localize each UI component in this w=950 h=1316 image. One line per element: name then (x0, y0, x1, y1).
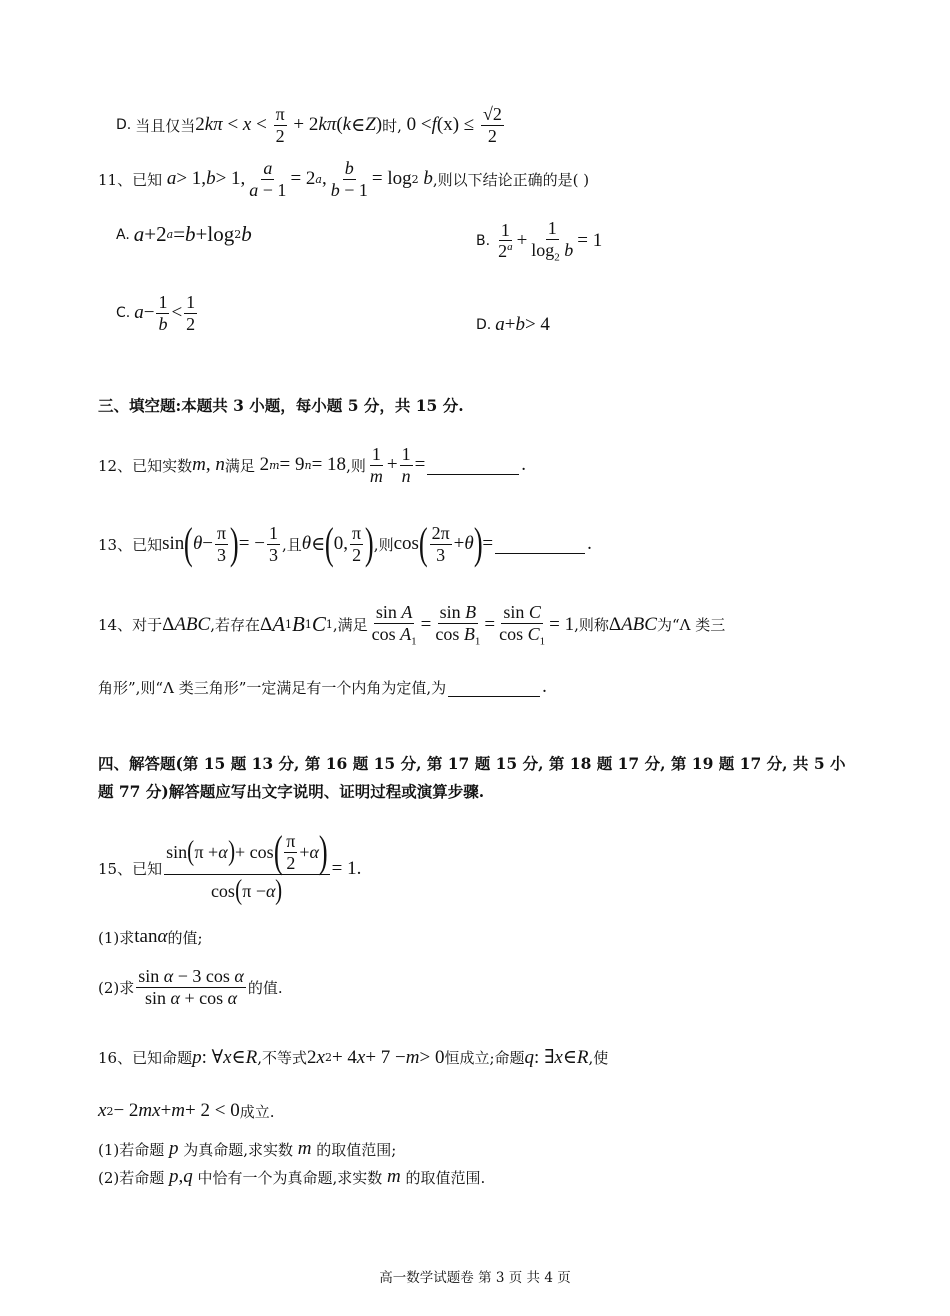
fraction: $\frac{1}{2^a}$ (498, 219, 513, 262)
q16-part1: (1)若命题 p 为真命题,求实数 m 的取值范围; (98, 1138, 397, 1159)
q11-option-d: D. a + b > 4 (476, 314, 550, 335)
q16-line2: x 2 − 2 mx + m + 2 < 0 成立. (98, 1100, 275, 1121)
fraction: $\frac{\text{sin α − 3 cos α}}{\text{sin α + cos α}}$ (138, 966, 244, 1008)
page-footer: 高一数学试题卷 第 3 页 共 4 页 (379, 1270, 571, 1286)
fraction: $\frac{1}{b}$ (158, 292, 168, 334)
fraction: $\frac{\text{sin A}}{\cos A_1}$ (371, 602, 417, 648)
section-heading: 三、填空题:本题共 3 小题，每小题 5 分，共 15 分. (98, 396, 464, 415)
fraction: $\frac{2\pi}{3}$ (431, 522, 450, 565)
fraction: $\frac{1}{2}$ (186, 292, 196, 334)
fraction: $\frac{1}{m}$ (369, 444, 383, 486)
q16-part2: (2)若命题 p , q 中恰有一个为真命题,求实数 m 的取值范围. (98, 1166, 486, 1187)
fraction: $\frac{b}{b - 1}$ (330, 158, 368, 200)
fraction: $\frac{√2}{2}$ (482, 104, 502, 146)
fraction: $\frac{\pi}{2}$ (352, 522, 362, 565)
fraction: sin ( π + α ) + cos ( $\frac{\pi}{2}$ + α ) cos ( π − α ) (166, 827, 328, 906)
fraction: $\frac{1}{\log_2 b}$ (531, 218, 574, 264)
q11-option-a: A. a +2 a = b +log 2 b (116, 222, 252, 246)
q10-option-d: D. 当且仅当 2 kπ < x < $\frac{\pi}{2}$ + 2 kπ ( k ∈ Z ) 时, 0 < f (x) ≤ $\frac{√2}{2}$ (116, 104, 502, 146)
answer-blank[interactable] (495, 535, 585, 554)
q13: 13、已知 sin ( θ − $\frac{\pi}{3}$ ) = − $\frac{1}{3}$ ,且 θ ∈ ( 0, $\frac{\pi}{2}$ ) ,则 cos ( $\frac{2\pi}{3}$ + θ ) = . (98, 519, 592, 568)
answer-blank[interactable] (448, 678, 540, 697)
q15-part1: (1)求 tan α 的值; (98, 926, 203, 947)
fraction: $\frac{a}{a - 1}$ (249, 158, 287, 200)
section-heading-cont: 题 77 分)解答题应写出文字说明、证明过程或演算步骤. (98, 782, 485, 801)
option-label: D. (116, 117, 132, 134)
section-heading: 四、解答题(第 15 题 13 分, 第 16 题 15 分, 第 17 题 15 分, 第 18 题 17 分, 第 19 题 17 分, 共 5 小 (98, 754, 846, 773)
fraction: $\frac{\pi}{2}$ (275, 104, 285, 146)
q14-line1: 14、对于 Δ ABC ,若存在 Δ A 1 B 1 C 1 ,满足 $\frac{\text{sin A}}{\cos A_1}$ = $\frac{\text{sin B}}{\cos B_1}$ = $\frac{\text{sin C}}{\cos C_1}$ = 1 ,则称 Δ ABC 为“Λ 类三 (98, 602, 726, 648)
answer-blank[interactable] (427, 456, 519, 475)
fraction: $\frac{1}{3}$ (268, 522, 278, 565)
q14-line2: 角形”,则“Λ 类三角形”一定满足有一个内角为定值,为 . (98, 676, 547, 697)
fraction: $\frac{1}{n}$ (401, 444, 411, 486)
q15-part2: (2)求 $\frac{\text{sin α − 3 cos α}}{\text{sin α + cos α}}$ 的值. (98, 966, 283, 1008)
fraction: $\frac{\text{sin B}}{\cos B_1}$ (435, 602, 481, 648)
q11-option-c: C. a − $\frac{1}{b}$ < $\frac{1}{2}$ (116, 292, 196, 334)
q16-line1: 16、已知命题 p : ∀ x ∈ R ,不等式 2 x 2 + 4 x + 7 − m > 0 恒成立;命题 q : ∃ x ∈ R ,使 (98, 1046, 609, 1068)
q15: 15、已知 sin ( π + α ) + cos ( $\frac{\pi}{2}$ + α ) cos ( π − α ) = 1. (98, 827, 362, 906)
q11-stem: 11、已知 a > 1, b > 1, $\frac{a}{a - 1}$ = 2 a , $\frac{b}{b - 1}$ = log 2 b ,则以下结论正确的是( ) (98, 158, 590, 200)
fraction: $\frac{\pi}{3}$ (217, 522, 227, 565)
fraction: $\frac{\text{sin C}}{\cos C_1}$ (499, 602, 546, 648)
q12: 12、已知实数 m , n 满足 2 m = 9 n = 18 ,则 $\frac{1}{m}$ + $\frac{1}{n}$ = . (98, 444, 527, 486)
q11-option-b: B. $\frac{1}{2^a}$ + $\frac{1}{\log_2 b}$ = 1 (476, 218, 603, 264)
